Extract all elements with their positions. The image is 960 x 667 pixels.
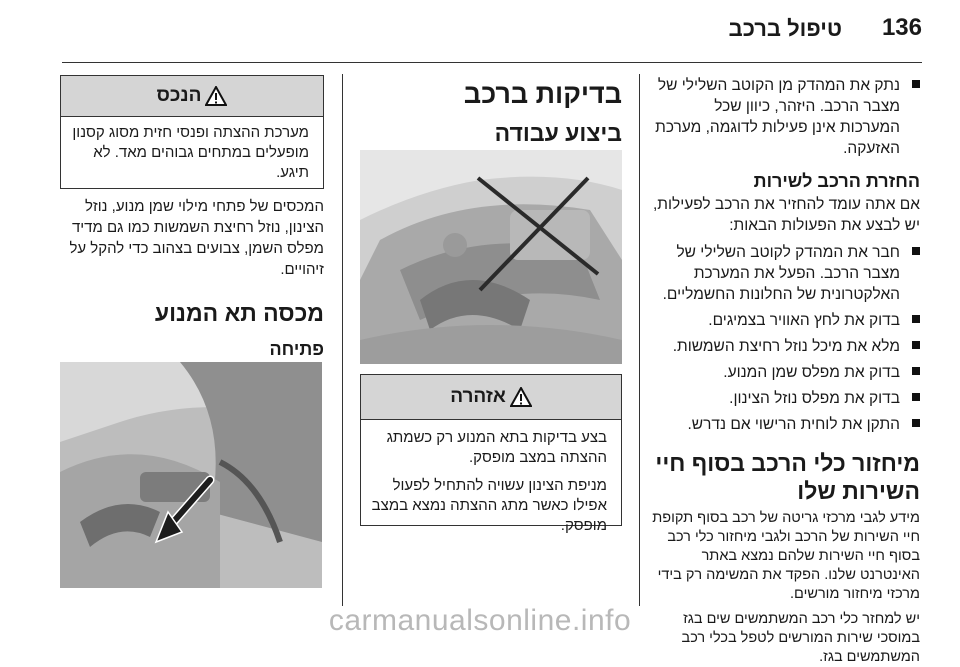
list-item: נתק את המהדק מן הקוטב השלילי של מצבר הרכב. היזהר, כיוון שכל המערכות אינן פעילות לדוגמה, מערכת האזעקה.	[650, 75, 920, 159]
right-column	[650, 75, 920, 667]
reconnect-heading: החזרת הרכב לשירות	[753, 171, 920, 191]
warning-box-header	[361, 375, 621, 420]
bullet-square-icon	[912, 419, 920, 427]
caution-box-header	[61, 76, 323, 117]
header-divider	[62, 62, 922, 63]
list-item: מלא את מיכל נוזל רחיצת השמשות.	[650, 336, 920, 357]
bullet-square-icon	[912, 247, 920, 255]
section-subtitle: ביצוע עבודה	[494, 120, 622, 146]
bullet-square-icon	[912, 367, 920, 375]
section-subtitle: פתיחה	[269, 339, 324, 359]
section-title: בדיקות ברכב	[463, 79, 622, 109]
engine-bay-photo	[360, 150, 622, 364]
list-item: בדוק את מפלס שמן המנוע.	[650, 362, 920, 383]
recycling-paragraph: מידע לגבי מרכזי גריטה של רכב בסוף תקופת חיי השירות של הרכב ולגבי מיחזור כלי רכב בסוף חיי השירות שלהם נמצא באתר האינטרנט שלנו. הפקד את המשימה רק בידי מרכזי מיחזור מורשים.	[652, 510, 920, 602]
watermark-text: carmanualsonline.info	[328, 604, 632, 637]
section-title: מכסה תא המנוע	[154, 300, 324, 326]
intro-list	[650, 75, 920, 159]
reconnect-steps	[650, 242, 920, 435]
column-divider-left	[342, 74, 343, 606]
list-item: חבר את המהדק לקוטב השלילי של מצבר הרכב. הפעל את המערכת האלקטרונית של החלונות החשמליים.	[650, 242, 920, 305]
warning-box	[360, 374, 622, 534]
column-divider-right	[639, 74, 640, 606]
list-item: התקן את לוחית הרישוי אם נדרש.	[650, 414, 920, 435]
bullet-square-icon	[912, 393, 920, 401]
warning-box-title: אזהרה	[450, 386, 506, 407]
caution-box-body	[61, 117, 323, 201]
engine-bay-illustration	[360, 150, 622, 364]
page-title: טיפול ברכב	[728, 16, 842, 41]
warning-text: מניפת הצינון עשויה להתחיל לפעול אפילו כאשר מתג ההצתה נמצא במצב מופסק.	[371, 477, 607, 534]
list-item: בדוק את מפלס נוזל הצינון.	[650, 388, 920, 409]
bullet-square-icon	[912, 80, 920, 88]
body-paragraph: המכסים של פתחי מילוי שמן מנוע, נוזל הצינון, נוזל רחיצת השמשות כמו גם מדיד מפלס השמן, צבועים בצהוב כדי להקל על זיהויים.	[69, 198, 324, 278]
warning-triangle-icon	[510, 387, 532, 407]
reconnect-text: אם אתה עומד להחזיר את הרכב לפעילות, יש לבצע את הפעולות הבאות:	[652, 196, 920, 234]
recycling-paragraph: יש למחזר כלי רכב המשתמשים שים בגז במוסכי שירות המורשים לטפל בכלי רכב המשתמשים בגז.	[681, 611, 920, 665]
caution-box-title: הנכס	[156, 85, 202, 106]
middle-column	[356, 78, 622, 147]
warning-text: בצע בדיקות בתא המנוע רק כשמתג ההצתה במצב מופסק.	[386, 429, 607, 466]
recycling-heading: מיחזור כלי הרכב בסוף חיי השירות שלו	[655, 450, 920, 504]
bullet-square-icon	[912, 315, 920, 323]
left-column	[58, 196, 324, 360]
caution-text: מערכת ההצתה ופנסי חזית מסוג קסנון מופעלים במתחים גבוהים מאד. לא תיגע.	[72, 124, 309, 181]
bullet-square-icon	[912, 341, 920, 349]
list-item: בדוק את לחץ האוויר בצמיגים.	[650, 310, 920, 331]
page-number: 136	[881, 14, 922, 41]
caution-box	[60, 75, 324, 189]
hood-release-photo	[60, 362, 322, 588]
warning-box-body	[361, 420, 621, 554]
warning-triangle-icon	[205, 86, 227, 106]
hood-release-illustration	[60, 362, 322, 588]
